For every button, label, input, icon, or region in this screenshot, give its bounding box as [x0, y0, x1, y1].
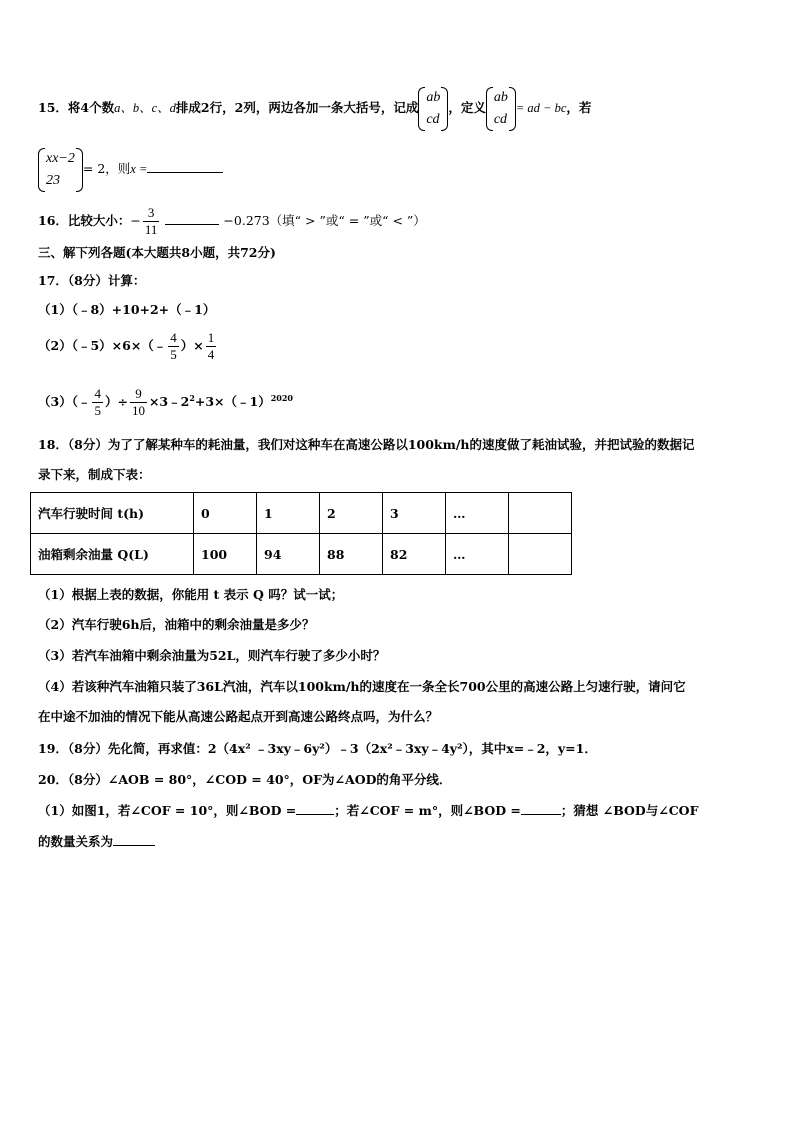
q20-line2: （1）如图1，若∠COF = 10°，则∠BOD = ；若∠COF = m°，则∠BOD = ；猜想 ∠BOD与∠COF [38, 803, 699, 818]
q17-p2-fraction2: $\frac{1}{4}$ [207, 330, 215, 362]
q15-number: 15． [38, 100, 68, 115]
q17-title: 17．（8分）计算： [38, 273, 146, 288]
q15-text4: ，若 [566, 100, 592, 115]
q16-minus: − [130, 213, 141, 228]
q20-line3: 的数量关系为 [38, 833, 155, 851]
table-cell: 1 [257, 493, 320, 534]
q15-text1: 将4个数 [67, 100, 115, 115]
q18-sub4-line1: （4）若该种汽车油箱只装了36L汽油，汽车以100km/h的速度在一条全长700公里的高速公路上匀速行驶，请问它 [38, 679, 686, 694]
q15-equation: = 2，则 [82, 161, 131, 176]
table-cell [509, 493, 572, 534]
q17-p2-fraction1: $\frac{4}{5}$ [170, 330, 177, 362]
table-cell: 88 [320, 534, 383, 575]
q18-sub4-line2: 在中途不加油的情况下能从高速公路起点开到高速公路终点吗，为什么？ [38, 709, 439, 724]
q18-line1: 18．（8分）为了了解某种车的耗油量，我们对这种车在高速公路以100km/h的速度做了耗油试验，并把试验的数据记 [38, 437, 695, 452]
table-cell: 2 [320, 493, 383, 534]
q15-vars: a、b、c、d [114, 101, 176, 115]
q17-part1: （1）（﹣8）+10+2+（﹣1） [38, 302, 216, 317]
q16-line [38, 203, 426, 239]
q20-line1: 20．（8分）∠AOB = 80°，∠COD = 40°，OF为∠AOD的角平分线． [38, 772, 452, 787]
table-cell: … [446, 493, 509, 534]
q18-sub3: （3）若汽车油箱中剩余油量为52L，则汽车行驶了多少小时？ [38, 648, 386, 663]
q15-x: x = [130, 162, 148, 176]
q15-text2: 排成2行，2列，两边各加一条大括号，记成 [175, 100, 419, 115]
q18-line2: 录下来，制成下表： [38, 467, 151, 482]
section-3-heading: 三、解下列各题(本大题共8小题，共72分) [38, 245, 276, 260]
table-header-oil: 油箱剩余油量 Q(L) [31, 534, 194, 575]
q15-answer-blank [147, 160, 223, 173]
q15-text3: ，定义 [448, 100, 486, 115]
q15-line2 [38, 146, 223, 192]
q17-part2: （2）（﹣5）×6×（﹣ $\frac{4}{5}$ ）× $\frac{1}{4}$ [38, 330, 215, 362]
q16-fraction: $\frac{3}{11}$ [144, 205, 158, 237]
table-cell: … [446, 534, 509, 575]
q18-data-table [30, 492, 572, 575]
table-cell: 100 [194, 534, 257, 575]
q15-line1 [38, 86, 591, 130]
q20-blank-2 [521, 802, 561, 815]
table-cell: 3 [383, 493, 446, 534]
table-cell: 94 [257, 534, 320, 575]
q15-definition: = ad − bc [515, 101, 567, 115]
q16-rest: −0.273（填“ > ”或“ = ”或“ < ”） [223, 213, 426, 228]
q15-matrix-2: ab cd [486, 87, 516, 131]
q16-answer-blank [165, 212, 219, 225]
table-row [31, 534, 572, 575]
table-header-time: 汽车行驶时间 t(h) [31, 493, 194, 534]
q16-label: 16．比较大小： [38, 213, 131, 228]
q20-blank-3 [113, 833, 155, 846]
q19-line: 19．（8分）先化简，再求值：2（4x² ﹣3xy﹣6y²）﹣3（2x²﹣3xy﹣4y²），其中x=﹣2，y=1． [38, 741, 597, 756]
q20-blank-1 [296, 802, 334, 815]
q17-p3-fraction1: $\frac{4}{5}$ [94, 386, 101, 419]
q18-sub1: （1）根据上表的数据，你能用 t 表示 Q 吗？试一试； [38, 587, 344, 602]
q17-p3-fraction2: $\frac{9}{10}$ [131, 386, 145, 419]
table-cell: 0 [194, 493, 257, 534]
q18-sub2: （2）汽车行驶6h后，油箱中的剩余油量是多少？ [38, 617, 315, 632]
q17-part3: （3）（﹣ $\frac{4}{5}$ ）÷ $\frac{9}{10}$ $\times 3﹣2^2+3\times(﹣1)^{2020}$ [38, 386, 293, 419]
q15-matrix-3: xx−2 23 [38, 148, 83, 192]
q15-matrix-1: ab cd [418, 87, 448, 131]
table-cell: 82 [383, 534, 446, 575]
table-cell [509, 534, 572, 575]
table-row [31, 493, 572, 534]
